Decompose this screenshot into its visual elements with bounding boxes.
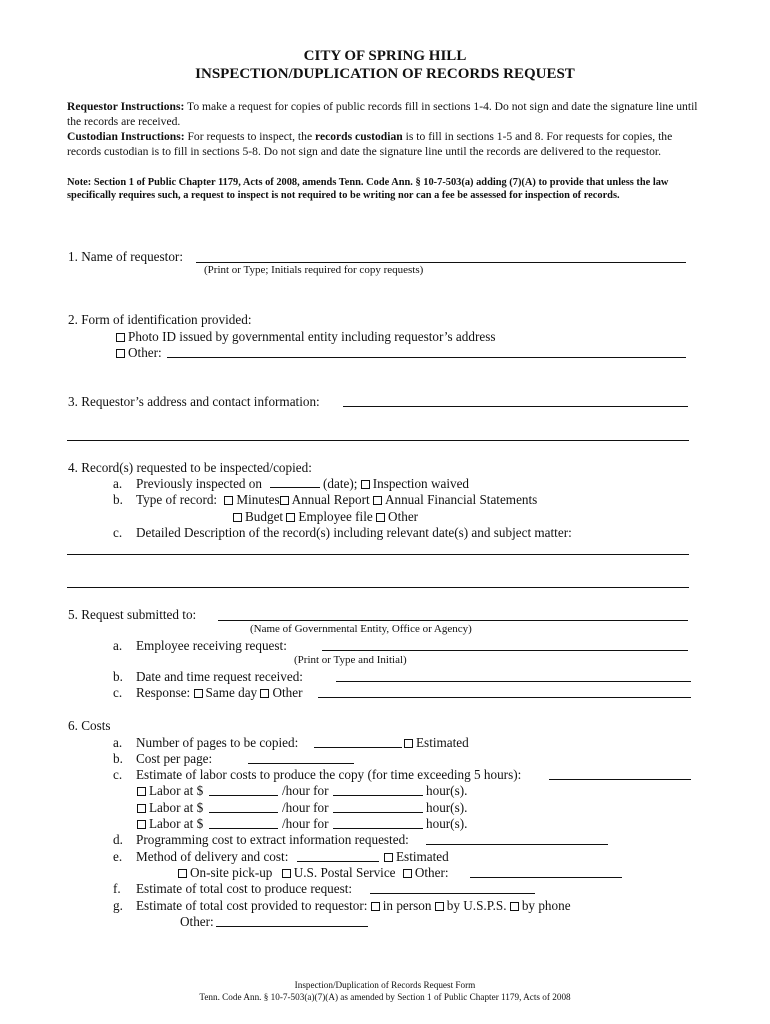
other-id-option[interactable] (116, 346, 162, 359)
total-cost-label: Estimate of total cost to produce request: (136, 881, 353, 896)
by-usps-label: by U.S.P.S. (446, 898, 507, 913)
section5-c-marker: c. (113, 685, 123, 700)
section6-label: 6. Costs (68, 718, 111, 733)
record-other-checkbox[interactable] (376, 513, 385, 522)
labor-3-per-hour: /hour for (282, 816, 329, 831)
previously-inspected-label: Previously inspected on (136, 476, 262, 491)
labor-2-per-hour: /hour for (282, 800, 329, 815)
custodian-text-a: For requests to inspect, the (187, 130, 313, 143)
labor-1-checkbox[interactable] (137, 787, 146, 796)
inspected-date-line[interactable] (270, 487, 320, 488)
labor-row-2 (137, 801, 203, 814)
delivery-other-label: Other: (414, 865, 449, 880)
photo-id-label: Photo ID issued by governmental entity including requestor’s address (128, 329, 496, 344)
date-label: (date); (323, 476, 358, 491)
cost-provided-row (136, 899, 571, 912)
total-cost-line[interactable] (370, 893, 535, 894)
same-day-checkbox[interactable] (194, 689, 203, 698)
employee-file-label: Employee file (298, 509, 373, 524)
minutes-label: Minutes (236, 492, 280, 507)
section5-hint: (Name of Governmental Entity, Office or Agency) (250, 623, 472, 635)
labor-3-rate-line[interactable] (209, 828, 278, 829)
labor-estimate-line[interactable] (549, 779, 691, 780)
employee-file-checkbox[interactable] (286, 513, 295, 522)
labor-row-3 (137, 817, 203, 830)
labor-3-checkbox[interactable] (137, 820, 146, 829)
section2-label: 2. Form of identification provided: (68, 312, 252, 327)
detailed-description-label: Detailed Description of the record(s) including relevant date(s) and subject matter: (136, 525, 572, 540)
requestor-instructions (67, 100, 707, 129)
delivery-other-checkbox[interactable] (403, 869, 412, 878)
section6-b-marker: b. (113, 751, 123, 766)
usps-delivery-label: U.S. Postal Service (293, 865, 396, 880)
response-row (136, 686, 302, 699)
labor-3-hours-line[interactable] (333, 828, 423, 829)
section6-f-marker: f. (113, 881, 121, 896)
submitted-to-line[interactable] (218, 620, 688, 621)
section5-b-marker: b. (113, 669, 123, 684)
budget-label: Budget (245, 509, 284, 524)
custodian-bold: records custodian (315, 130, 403, 143)
description-line-2[interactable] (67, 587, 689, 588)
section4-a-marker: a. (113, 476, 123, 491)
address-line-2[interactable] (67, 440, 689, 441)
employee-receiving-label: Employee receiving request: (136, 638, 287, 653)
address-line-1[interactable] (343, 406, 688, 407)
in-person-label: in person (382, 898, 432, 913)
cost-per-page-line[interactable] (248, 763, 354, 764)
labor-1-per-hour: /hour for (282, 783, 329, 798)
labor-3-hours: hour(s). (426, 816, 468, 831)
response-other-checkbox[interactable] (260, 689, 269, 698)
cost-per-page-label: Cost per page: (136, 751, 213, 766)
custodian-text-b: is to fill in sections 1-5 and 8. For requests for copies, the records custodian is to fill in sections 5-8. Do not sign and date the signature line until the records are delivered to the requestor. (67, 130, 673, 158)
record-type-row-2 (233, 510, 418, 523)
response-label: Response: (136, 685, 191, 700)
footer-citation: Tenn. Code Ann. § 10-7-503(a)(7)(A) as amended by Section 1 of Public Chapter 1179, Acts of 2008 (199, 992, 571, 1002)
inspection-waived-option (323, 477, 469, 490)
pages-estimated-label: Estimated (416, 735, 469, 750)
legal-note: Note: Section 1 of Public Chapter 1179, Acts of 2008, amends Tenn. Code Ann. § 10-7-503(a) adding (7)(A) to provide that unless the law specifically requires such, a request to inspect is not required to be writing nor can a fee be assessed for inspection of records. (67, 177, 669, 202)
labor-1-rate-line[interactable] (209, 795, 278, 796)
inspection-waived-label: Inspection waived (372, 476, 470, 491)
usps-delivery-checkbox[interactable] (282, 869, 291, 878)
other-id-checkbox[interactable] (116, 349, 125, 358)
labor-2-checkbox[interactable] (137, 804, 146, 813)
photo-id-option[interactable] (116, 330, 495, 343)
employee-receiving-hint: (Print or Type and Initial) (294, 654, 407, 666)
same-day-label: Same day (205, 685, 258, 700)
labor-2-label: Labor at $ (149, 800, 204, 815)
by-phone-checkbox[interactable] (510, 902, 519, 911)
financial-statements-checkbox[interactable] (373, 496, 382, 505)
labor-3-label: Labor at $ (149, 816, 204, 831)
cost-provided-other-line[interactable] (216, 926, 368, 927)
annual-report-checkbox[interactable] (280, 496, 289, 505)
date-received-label: Date and time request received: (136, 669, 303, 684)
cost-provided-label: Estimate of total cost provided to requestor: (136, 898, 368, 913)
response-other-label: Other (272, 685, 303, 700)
programming-cost-label: Programming cost to extract information requested: (136, 832, 409, 847)
labor-1-label: Labor at $ (149, 783, 204, 798)
annual-report-label: Annual Report (291, 492, 370, 507)
section4-c-marker: c. (113, 525, 123, 540)
custodian-instructions (67, 130, 707, 159)
form-title-city: CITY OF SPRING HILL (303, 48, 467, 64)
labor-2-hours-line[interactable] (333, 812, 423, 813)
pages-estimated-option (404, 736, 469, 749)
employee-receiving-line[interactable] (322, 650, 688, 651)
labor-2-rate-line[interactable] (209, 812, 278, 813)
photo-id-checkbox[interactable] (116, 333, 125, 342)
onsite-pickup-checkbox[interactable] (178, 869, 187, 878)
record-type-row (136, 493, 537, 506)
section5-label: 5. Request submitted to: (68, 607, 197, 622)
labor-estimate-label: Estimate of labor costs to produce the copy (for time exceeding 5 hours): (136, 767, 522, 782)
by-phone-label: by phone (521, 898, 571, 913)
labor-2-hours: hour(s). (426, 800, 468, 815)
labor-1-hours: hour(s). (426, 783, 468, 798)
section6-a-marker: a. (113, 735, 123, 750)
record-type-label: Type of record: (136, 492, 218, 507)
section5-a-marker: a. (113, 638, 123, 653)
section6-g-marker: g. (113, 898, 123, 913)
labor-1-hours-line[interactable] (333, 795, 423, 796)
minutes-checkbox[interactable] (224, 496, 233, 505)
cost-provided-other-label: Other: (180, 914, 214, 929)
description-line-1[interactable] (67, 554, 689, 555)
form-title: INSPECTION/DUPLICATION OF RECORDS REQUEST (195, 66, 575, 82)
pages-line[interactable] (314, 747, 402, 748)
section6-e-marker: e. (113, 849, 123, 864)
custodian-instructions-label: Custodian Instructions: (67, 130, 185, 143)
requestor-instructions-text: To make a request for copies of public records fill in sections 1-4. Do not sign and date the signature line until the records are received. (67, 100, 698, 128)
other-id-label: Other: (128, 345, 162, 360)
financial-statements-label: Annual Financial Statements (384, 492, 538, 507)
in-person-checkbox[interactable] (371, 902, 380, 911)
labor-row-1 (137, 784, 203, 797)
inspection-waived-checkbox[interactable] (361, 480, 370, 489)
delivery-options-row (178, 866, 449, 879)
section4-b-marker: b. (113, 492, 123, 507)
delivery-estimated-checkbox[interactable] (384, 853, 393, 862)
onsite-pickup-label: On-site pick-up (190, 865, 273, 880)
section6-c-marker: c. (113, 767, 123, 782)
section4-label: 4. Record(s) requested to be inspected/copied: (68, 460, 312, 475)
section6-d-marker: d. (113, 832, 123, 847)
delivery-method-label: Method of delivery and cost: (136, 849, 289, 864)
by-usps-checkbox[interactable] (435, 902, 444, 911)
record-other-label: Other (388, 509, 419, 524)
pages-estimated-checkbox[interactable] (404, 739, 413, 748)
other-id-line[interactable] (167, 357, 686, 358)
delivery-cost-line[interactable] (297, 861, 379, 862)
requestor-name-line[interactable] (196, 262, 686, 263)
budget-checkbox[interactable] (233, 513, 242, 522)
programming-cost-line[interactable] (426, 844, 608, 845)
pages-label: Number of pages to be copied: (136, 735, 299, 750)
footer-form-name: Inspection/Duplication of Records Request Form (294, 980, 476, 990)
date-received-line[interactable] (336, 681, 691, 682)
section3-label: 3. Requestor’s address and contact information: (68, 394, 320, 409)
delivery-estimated-option (384, 850, 449, 863)
delivery-estimated-label: Estimated (396, 849, 449, 864)
section1-hint: (Print or Type; Initials required for copy requests) (204, 264, 424, 276)
requestor-instructions-label: Requestor Instructions: (67, 100, 185, 113)
delivery-other-line[interactable] (470, 877, 622, 878)
response-other-line[interactable] (318, 697, 691, 698)
section1-label: 1. Name of requestor: (68, 249, 183, 264)
